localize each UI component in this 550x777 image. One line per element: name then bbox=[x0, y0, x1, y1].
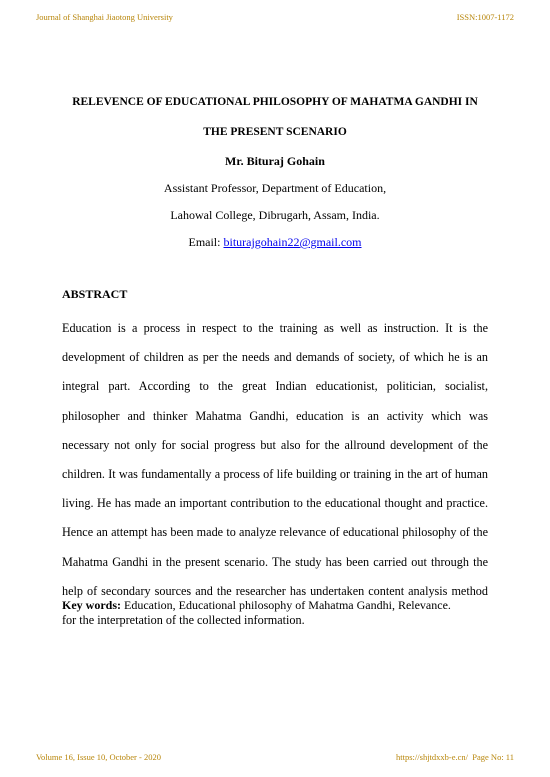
paper-title-line-2: THE PRESENT SCENARIO bbox=[203, 126, 347, 138]
journal-issn: ISSN:1007-1172 bbox=[456, 12, 514, 22]
abstract-body: Education is a process in respect to the training as well as instruction. It is the development of children as per the needs and demands of society, of which he is an integral part. According to the great Indian educationist, politician, socialist, philosopher and thinker Mahatma Gandhi, education is an activity which was necessary not only for social progress but also for the allround development of the children. It was fundamentally a process of life building or training in the art of human living. He has made an important contribution to the educational thought and practice. Hence an attempt has been made to analyze relevance of educational philosophy of the Mahatma Gandhi in the present scenario. The study has been carried out through the help of secondary sources and the researcher has undertaken content analysis method for the interpretation of the collected information. bbox=[62, 321, 488, 628]
journal-name: Journal of Shanghai Jiaotong University bbox=[36, 12, 173, 22]
author-institution: Lahowal College, Dibrugarh, Assam, India. bbox=[170, 208, 380, 222]
issue-info: Volume 16, Issue 10, October - 2020 bbox=[36, 752, 161, 762]
page-footer bbox=[36, 752, 514, 762]
footer-right bbox=[396, 752, 514, 762]
email-label: Email: bbox=[188, 235, 221, 249]
abstract-heading: ABSTRACT bbox=[62, 287, 128, 301]
author-email-line bbox=[0, 235, 550, 250]
page-number: Page No: 11 bbox=[472, 752, 514, 762]
keywords-label: Key words: bbox=[62, 598, 121, 612]
journal-url[interactable]: https://shjtdxxb-e.cn/ bbox=[396, 752, 469, 762]
author-name: Mr. Bituraj Gohain bbox=[225, 154, 325, 168]
page-header bbox=[36, 12, 514, 22]
author-position: Assistant Professor, Department of Education, bbox=[163, 181, 387, 195]
email-link[interactable]: biturajgohain22@gmail.com bbox=[223, 235, 362, 249]
keywords-line bbox=[62, 598, 488, 613]
keywords-text: Education, Educational philosophy of Mahatma Gandhi, Relevance. bbox=[121, 598, 451, 612]
paper-title-line-1: RELEVENCE OF EDUCATIONAL PHILOSOPHY OF MAHATMA GANDHI IN bbox=[72, 96, 478, 108]
